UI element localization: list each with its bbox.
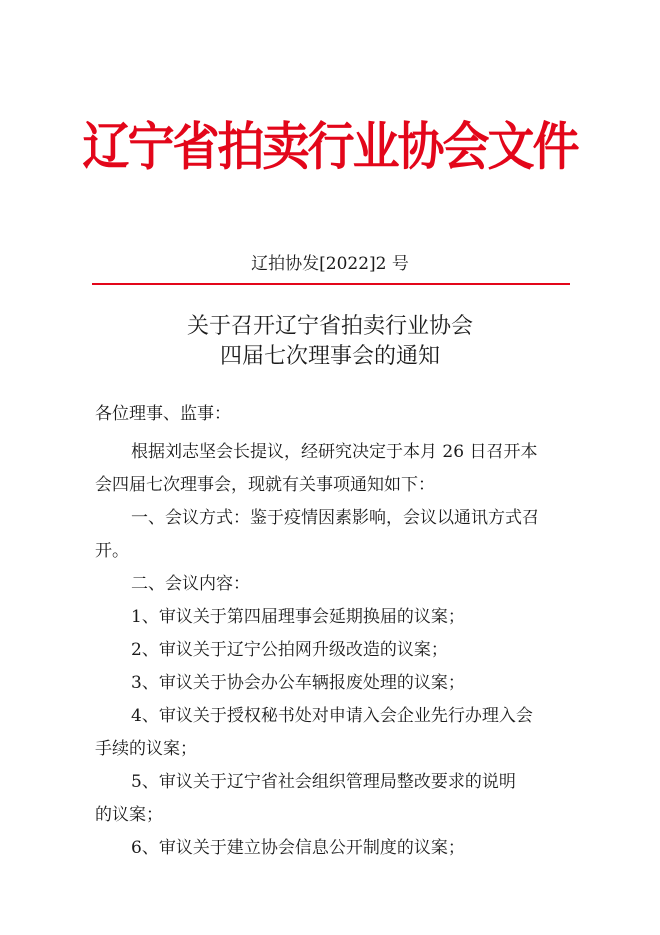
notice-title-line-2: 四届七次理事会的通知 — [219, 344, 440, 369]
agenda-item-continuation: 的议案； — [95, 805, 163, 825]
item-1-line-1: 一、会议方式：鉴于疫情因素影响，会议以通讯方式召 — [131, 508, 539, 528]
item-1-line-2: 开。 — [95, 541, 129, 561]
notice-title-line-1: 关于召开辽宁省拍卖行业协会 — [186, 314, 473, 339]
item-2-heading: 二、会议内容： — [131, 574, 250, 594]
document-number: 辽拍协发[2022]2 号 — [251, 254, 409, 274]
agenda-item: 5、审议关于辽宁省社会组织管理局整改要求的说明 — [131, 772, 516, 792]
paragraph-1-line-2: 会四届七次理事会，现就有关事项通知如下： — [95, 475, 435, 495]
agenda-item: 3、审议关于协会办公车辆报废处理的议案； — [131, 673, 465, 693]
paragraph-1-line-1: 根据刘志坚会长提议，经研究决定于本月 26 日召开本 — [131, 442, 538, 462]
document-header-title: 辽宁省拍卖行业协会文件 — [82, 117, 578, 178]
notice-title — [0, 312, 660, 372]
red-divider-line — [92, 283, 570, 285]
agenda-item-continuation: 手续的议案； — [95, 739, 197, 759]
agenda-item: 6、审议关于建立协会信息公开制度的议案； — [131, 838, 465, 858]
agenda-item: 2、审议关于辽宁公拍网升级改造的议案； — [131, 640, 448, 660]
agenda-item: 4、审议关于授权秘书处对申请入会企业先行办理入会 — [131, 706, 533, 726]
agenda-item: 1、审议关于第四届理事会延期换届的议案； — [131, 607, 465, 627]
salutation: 各位理事、监事： — [95, 404, 231, 424]
